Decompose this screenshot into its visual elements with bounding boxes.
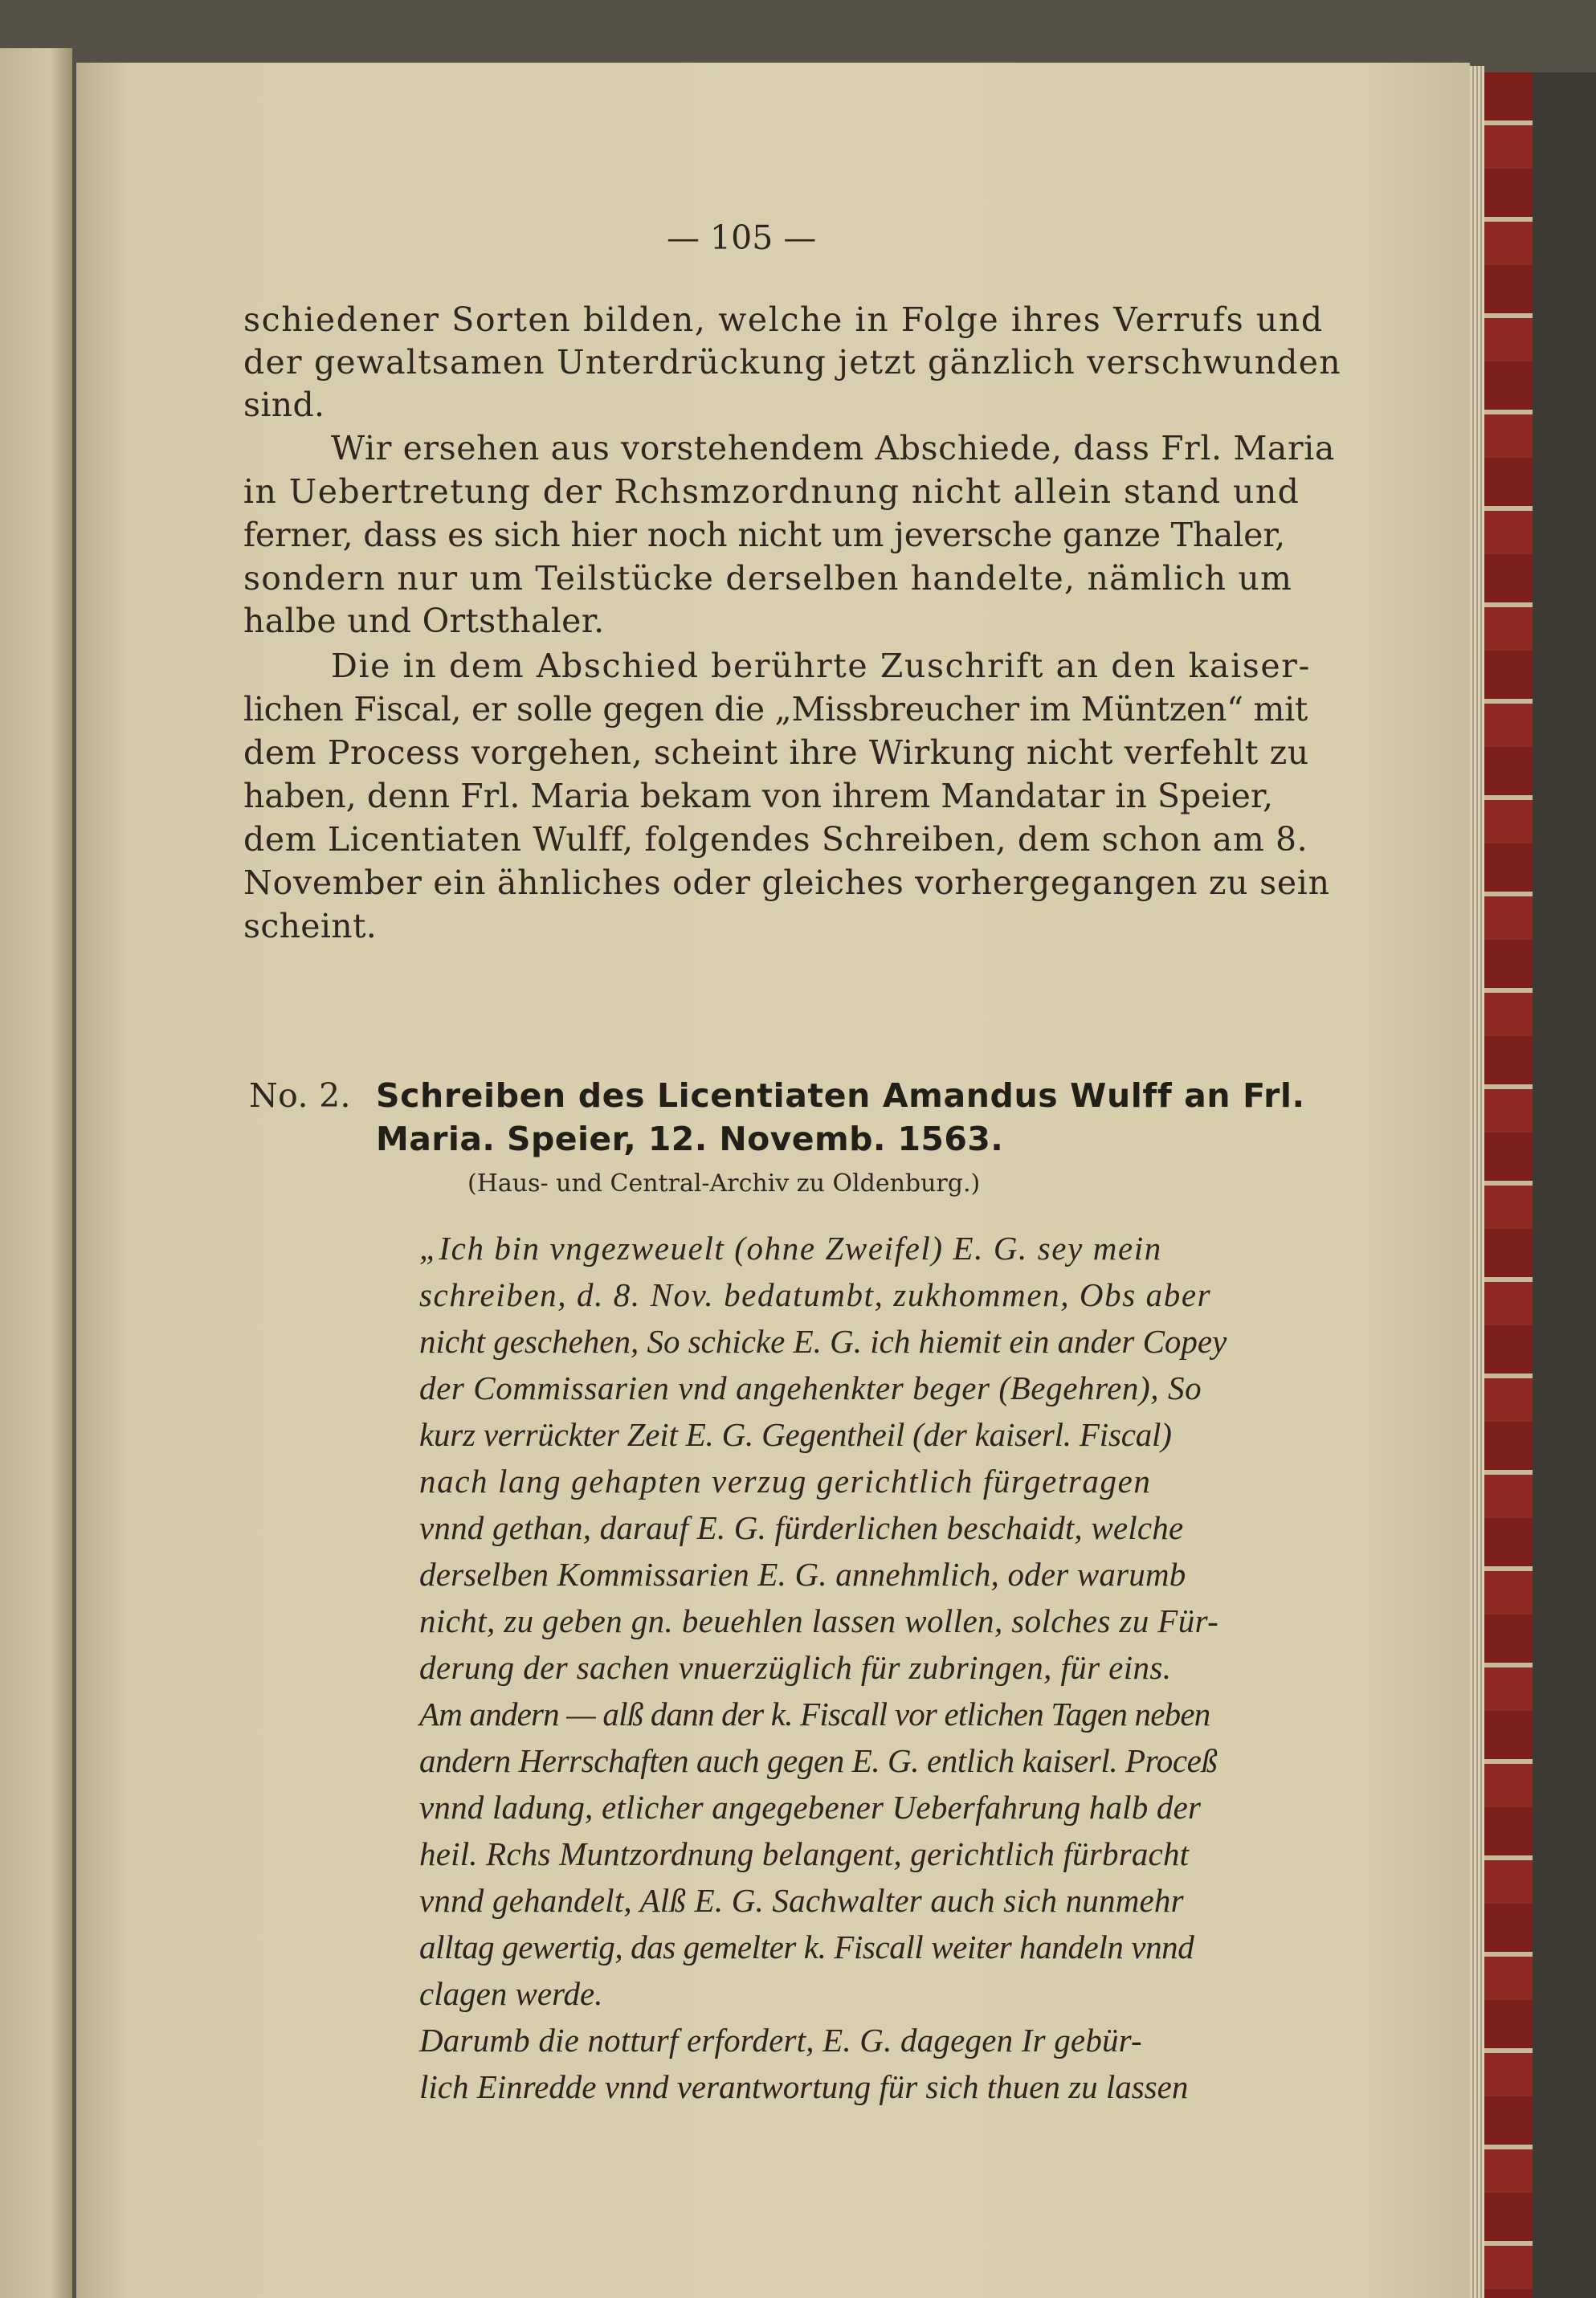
letter-line: vnnd ladung, etlicher angegebener Ueberfahrung halb der [419, 1789, 1202, 1826]
body-line: der gewaltsamen Unterdrückung jetzt gänzlich verschwunden [243, 343, 1341, 382]
page-stack-edges [1470, 66, 1484, 2298]
body-line: haben, denn Frl. Maria bekam von ihrem Mandatar in Speier, [243, 777, 1274, 815]
body-line: sind. [243, 386, 325, 424]
letter-line: nach lang gehapten verzug gerichtlich fürgetragen [419, 1463, 1152, 1500]
page-number: — 105 — [667, 218, 817, 257]
letter-line: „Ich bin vngezweuelt (ohne Zweifel) E. G. sey mein [419, 1230, 1162, 1267]
body-line: November ein ähnliches oder gleiches vorhergegangen zu sein [243, 863, 1330, 902]
body-line: scheint. [243, 907, 378, 945]
letter-line: nicht, zu geben gn. beuehlen lassen wollen, solches zu Für- [419, 1602, 1219, 1639]
letter-line: der Commissarien vnd angehenkter beger (Begehren), So [419, 1369, 1202, 1406]
letter-line: vnnd gehandelt, Alß E. G. Sachwalter auch sich nunmehr [419, 1882, 1184, 1919]
body-line: Die in dem Abschied berührte Zuschrift an den kaiser- [331, 647, 1311, 685]
letter-line: vnnd gethan, darauf E. G. fürderlichen beschaidt, welche [419, 1509, 1184, 1546]
body-line: halbe und Ortsthaler. [243, 602, 605, 640]
letter-line: Darumb die notturf erfordert, E. G. dagegen Ir gebür- [419, 2022, 1142, 2059]
letter-line: alltag gewertig, das gemelter k. Fiscall weiter handeln vnnd [419, 1929, 1194, 1965]
letter-line: nicht geschehen, So schicke E. G. ich hiemit ein ander Copey [419, 1323, 1227, 1360]
body-line: in Uebertretung der Rchsmzordnung nicht allein stand und [243, 472, 1300, 511]
body-line: ferner, dass es sich hier noch nicht um jeversche ganze Thaler, [243, 516, 1285, 554]
body-line: lichen Fiscal, er solle gegen die „Missbreucher im Müntzen“ mit [243, 690, 1308, 729]
letter-line: Am andern — alß dann der k. Fiscall vor etlichen Tagen neben [419, 1696, 1210, 1733]
body-line: sondern nur um Teilstücke derselben handelte, nämlich um [243, 559, 1293, 598]
source-note: (Haus- und Central-Archiv zu Oldenburg.) [467, 1169, 981, 1198]
body-line: Wir ersehen aus vorstehendem Abschiede, dass Frl. Maria [331, 429, 1335, 467]
letter-line: heil. Rchs Muntzordnung belangent, gerichtlich fürbracht [419, 1835, 1190, 1872]
letter-line: derung der sachen vnuerzüglich für zubringen, für eins. [419, 1649, 1172, 1686]
letter-line: derselben Kommissarien E. G. annehmlich, oder warumb [419, 1556, 1186, 1593]
document-number: No. 2. [249, 1076, 351, 1115]
body-line: dem Process vorgehen, scheint ihre Wirkung nicht verfehlt zu [243, 733, 1309, 772]
letter-line: lich Einredde vnnd verantwortung für sich thuen zu lassen [419, 2068, 1189, 2105]
body-line: schiedener Sorten bilden, welche in Folge ihres Verrufs und [243, 300, 1324, 339]
red-binding-edge [1484, 72, 1533, 2298]
letter-line: schreiben, d. 8. Nov. bedatumbt, zukhommen, Obs aber [419, 1276, 1212, 1313]
letter-line: clagen werde. [419, 1975, 603, 2012]
dark-background-strip [1533, 72, 1596, 2298]
letter-line: andern Herrschaften auch gegen E. G. entlich kaiserl. Proceß [419, 1742, 1218, 1779]
letter-line: kurz verrückter Zeit E. G. Gegentheil (der kaiserl. Fiscal) [419, 1416, 1172, 1453]
document-heading-line: Schreiben des Licentiaten Amandus Wulff an Frl. [376, 1076, 1305, 1115]
document-heading-line: Maria. Speier, 12. Novemb. 1563. [376, 1120, 1004, 1158]
facing-page-edge [0, 48, 72, 2298]
body-line: dem Licentiaten Wulff, folgendes Schreiben, dem schon am 8. [243, 820, 1308, 859]
